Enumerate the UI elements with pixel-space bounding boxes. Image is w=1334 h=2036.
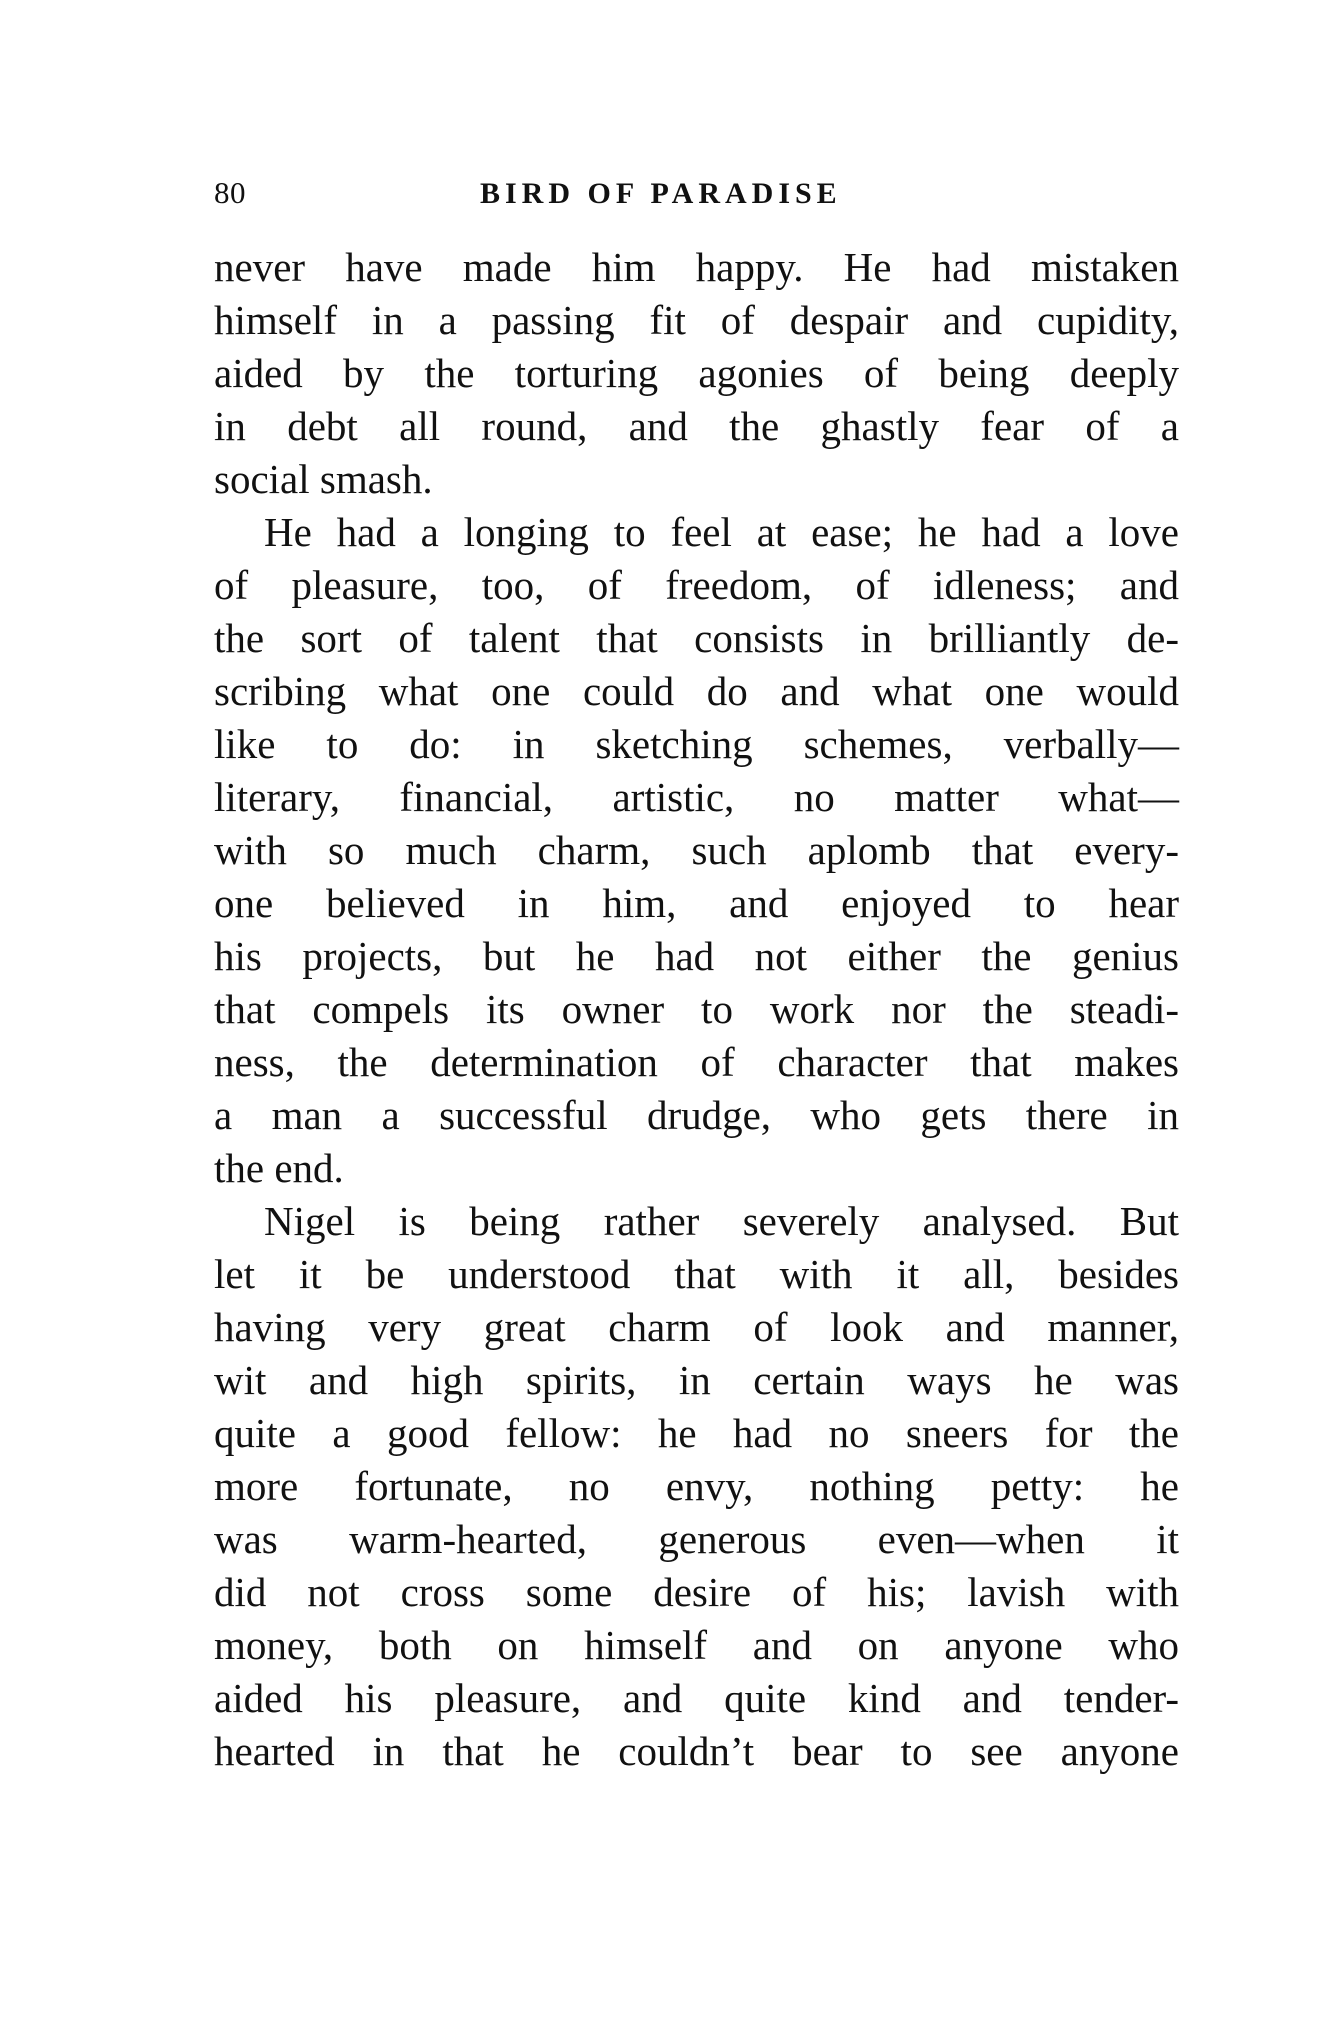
text-line: like to do: in sketching schemes, verbally— bbox=[214, 721, 1179, 767]
text-line: hearted in that he couldn’t bear to see anyone bbox=[214, 1728, 1179, 1774]
text-line: more fortunate, no envy, nothing petty: he bbox=[214, 1463, 1179, 1509]
text-line: himself in a passing fit of despair and cupidity, bbox=[214, 297, 1179, 343]
body-text bbox=[214, 241, 1179, 1778]
text-line: social smash. bbox=[214, 456, 433, 502]
text-line: scribing what one could do and what one would bbox=[214, 668, 1179, 714]
text-line: with so much charm, such aplomb that every- bbox=[214, 827, 1179, 873]
text-line: He had a longing to feel at ease; he had a love bbox=[264, 509, 1179, 555]
text-line: a man a successful drudge, who gets there in bbox=[214, 1092, 1179, 1138]
text-line: let it be understood that with it all, besides bbox=[214, 1251, 1179, 1297]
text-line: aided by the torturing agonies of being deeply bbox=[214, 350, 1179, 396]
text-line: literary, financial, artistic, no matter what— bbox=[214, 774, 1179, 820]
text-line: wit and high spirits, in certain ways he was bbox=[214, 1357, 1179, 1403]
text-line: his projects, but he had not either the genius bbox=[214, 933, 1179, 979]
text-line: in debt all round, and the ghastly fear of a bbox=[214, 403, 1179, 449]
text-line: one believed in him, and enjoyed to hear bbox=[214, 880, 1179, 926]
text-line: Nigel is being rather severely analysed. But bbox=[264, 1198, 1179, 1244]
text-line: did not cross some desire of his; lavish with bbox=[214, 1569, 1179, 1615]
text-line: aided his pleasure, and quite kind and tender- bbox=[214, 1675, 1179, 1721]
running-head: BIRD OF PARADISE bbox=[480, 177, 842, 210]
text-line: the sort of talent that consists in brilliantly de- bbox=[214, 615, 1179, 661]
text-line: of pleasure, too, of freedom, of idleness; and bbox=[214, 562, 1179, 608]
text-line: ness, the determination of character that makes bbox=[214, 1039, 1179, 1085]
text-line: was warm-hearted, generous even—when it bbox=[214, 1516, 1179, 1562]
text-line: never have made him happy. He had mistaken bbox=[214, 244, 1179, 290]
text-line: quite a good fellow: he had no sneers for the bbox=[214, 1410, 1179, 1456]
text-line: having very great charm of look and manner, bbox=[214, 1304, 1179, 1350]
page-number: 80 bbox=[214, 175, 246, 210]
text-line: that compels its owner to work nor the steadi- bbox=[214, 986, 1179, 1032]
text-line: money, both on himself and on anyone who bbox=[214, 1622, 1179, 1668]
page-header bbox=[214, 175, 1179, 223]
text-line: the end. bbox=[214, 1145, 344, 1191]
